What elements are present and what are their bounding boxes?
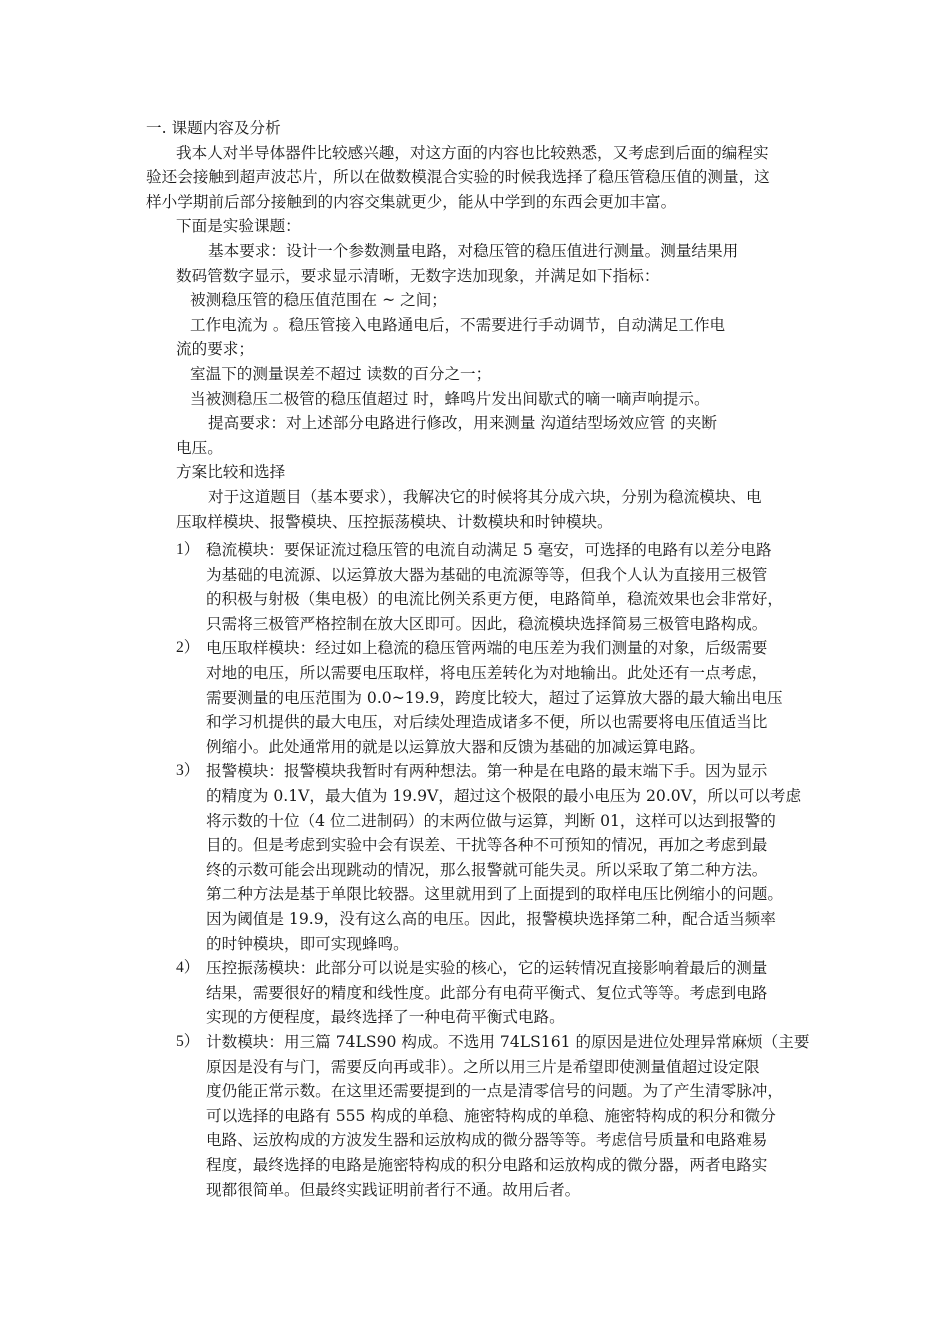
- basic-requirements: [146, 239, 811, 288]
- list-number: 1）: [176, 541, 200, 559]
- list-line: 度仍能正常示数。在这里还需要提到的一点是清零信号的问题。为了产生清零脉冲，: [206, 1082, 783, 1101]
- list-line: 可以选择的电路有 555 构成的单稳、施密特构成的单稳、施密特构成的积分和微分: [206, 1106, 776, 1125]
- list-line: 的精度为 0.1V，最大值为 19.9V，超过这个极限的最小电压为 20.0V，所以可以考虑: [206, 787, 802, 806]
- bullet-item: 被测稳压管的稳压值范围在 ~ 之间；: [190, 291, 447, 310]
- list-line: 的积极与射极（集电极）的电流比例关系更方便，电路简单，稳流效果也会非常好，: [206, 590, 783, 609]
- list-line: 现都很简单。但最终实践证明前者行不通。故用后者。: [206, 1180, 581, 1199]
- list-line: 的时钟模块，即可实现蜂鸣。: [206, 934, 409, 953]
- subject-label: 下面是实验课题：: [176, 217, 301, 236]
- list-item: [146, 538, 811, 636]
- basic-req-line: 数码管数字显示，要求显示清晰，无数字迭加现象，并满足如下指标：: [176, 266, 660, 285]
- scheme-label: 方案比较和选择: [176, 463, 286, 482]
- list-line: 只需将三极管严格控制在放大区即可。因此，稳流模块选择简易三极管电路构成。: [206, 614, 768, 633]
- intro-line: 验还会接触到超声波芯片，所以在做数模混合实验的时候我选择了稳压管稳压值的测量，这: [146, 168, 770, 187]
- list-line: 电压取样模块：经过如上稳流的稳压管两端的电压差为我们测量的对象，后级需要: [206, 639, 768, 658]
- bullet-item: 室温下的测量误差不超过 读数的百分之一；: [190, 364, 492, 383]
- bullet-item-cont: 流的要求；: [176, 340, 254, 359]
- list-number: 5）: [176, 1032, 200, 1050]
- list-line: 为基础的电流源、以运算放大器为基础的电流源等等，但我个人认为直接用三极管: [206, 565, 768, 584]
- list-item: [146, 956, 811, 1030]
- list-line: 结果，需要很好的精度和线性度。此部分有电荷平衡式、复位式等等。考虑到电路: [206, 983, 768, 1002]
- list-line: 程度，最终选择的电路是施密特构成的积分电路和运放构成的微分器，两者电路实: [206, 1155, 768, 1174]
- module-list: [146, 538, 811, 1202]
- list-line: 需要测量的电压范围为 0.0~19.9，跨度比较大，超过了运算放大器的最大输出电压: [206, 688, 783, 707]
- document-body: [146, 116, 811, 1202]
- basic-req-line: 基本要求：设计一个参数测量电路，对稳压管的稳压值进行测量。测量结果用: [208, 241, 739, 260]
- list-line: 因为阈值是 19.9，没有这么高的电压。因此，报警模块选择第二种，配合适当频率: [206, 910, 776, 928]
- bullet-item: 工作电流为 。稳压管接入电路通电后，不需要进行手动调节，自动满足工作电: [190, 315, 726, 334]
- intro-line: 样小学期前后部分接触到的内容交集就更少，能从中学到的东西会更加丰富。: [146, 192, 677, 211]
- list-line: 报警模块：报警模块我暂时有两种想法。第一种是在电路的最末端下手。因为显示: [206, 762, 768, 781]
- list-item: [146, 759, 811, 956]
- list-line: 和学习机提供的最大电压，对后续处理造成诸多不便，所以也需要将电压值适当比: [206, 713, 768, 732]
- list-line: 实现的方便程度，最终选择了一种电荷平衡式电路。: [206, 1008, 565, 1027]
- list-number: 4）: [176, 959, 200, 977]
- list-line: 第二种方法是基于单限比较器。这里就用到了上面提到的取样电压比例缩小的问题。: [206, 885, 783, 904]
- advanced-req-line: 提高要求：对上述部分电路进行修改，用来测量 沟道结型场效应管 的夹断: [208, 414, 717, 433]
- requirement-bullets: [146, 288, 811, 411]
- list-line: 目的。但是考虑到实验中会有误差、干扰等各种不可预知的情况，再加之考虑到最: [206, 836, 768, 855]
- list-line: 终的示数可能会出现跳动的情况，那么报警就可能失灵。所以采取了第二种方法。: [206, 860, 768, 879]
- list-number: 2）: [176, 639, 200, 657]
- list-line: 将示数的十位（4 位二进制码）的末两位做与运算，判断 01，这样可以达到报警的: [206, 811, 776, 830]
- list-line: 压控振荡模块：此部分可以说是实验的核心，它的运转情况直接影响着最后的测量: [206, 959, 768, 978]
- scheme-intro: [146, 485, 811, 534]
- list-line: 电路、运放构成的方波发生器和运放构成的微分器等等。考虑信号质量和电路难易: [206, 1131, 768, 1150]
- intro-line: 我本人对半导体器件比较感兴趣，对这方面的内容也比较熟悉，又考虑到后面的编程实: [176, 143, 769, 162]
- list-line: 对地的电压，所以需要电压取样，将电压差转化为对地输出。此处还有一点考虑，: [206, 664, 768, 683]
- list-item: [146, 1030, 811, 1202]
- list-line: 原因是没有与门，需要反向再或非）。之所以用三片是希望即使测量值超过设定限: [206, 1057, 760, 1076]
- bullet-item: 当被测稳压二极管的稳压值超过 时，蜂鸣片发出间歇式的嘀一嘀声响提示。: [190, 389, 710, 408]
- list-line: 计数模块：用三篇 74LS90 构成。不选用 74LS161 的原因是进位处理异常麻烦（主要: [206, 1032, 810, 1051]
- list-number: 3）: [176, 762, 200, 780]
- advanced-req-line: 电压。: [176, 438, 223, 457]
- section-heading: 一. 课题内容及分析: [146, 119, 281, 137]
- advanced-requirements: [146, 411, 811, 460]
- list-line: 例缩小。此处通常用的就是以运算放大器和反馈为基础的加减运算电路。: [206, 737, 706, 756]
- scheme-intro-line: 对于这道题目（基本要求），我解决它的时候将其分成六块，分别为稳流模块、电: [208, 487, 762, 506]
- scheme-intro-line: 压取样模块、报警模块、压控振荡模块、计数模块和时钟模块。: [176, 512, 613, 531]
- list-line: 稳流模块：要保证流过稳压管的电流自动满足 5 毫安，可选择的电路有以差分电路: [206, 541, 772, 560]
- list-item: [146, 636, 811, 759]
- intro-paragraph: [146, 141, 811, 215]
